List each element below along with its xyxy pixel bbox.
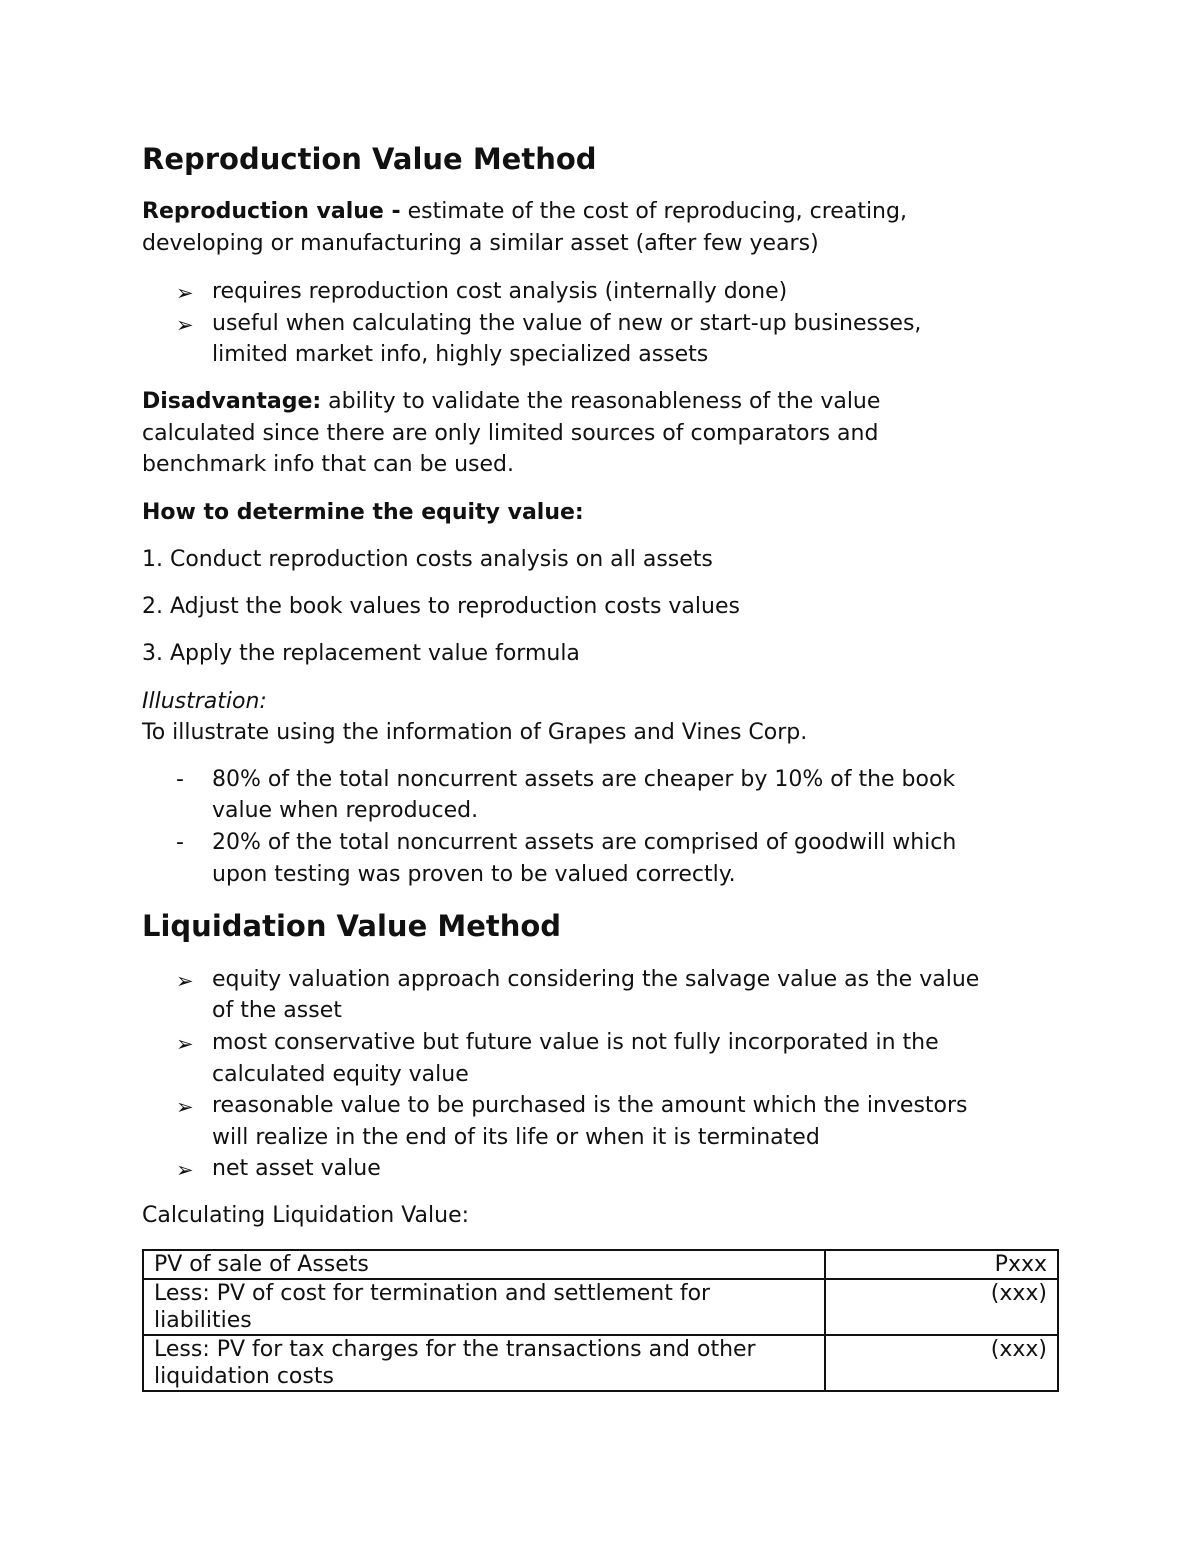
reproduction-definition-line2: developing or manufacturing a similar asset (after few years)	[142, 231, 819, 256]
liquidation-table	[142, 1249, 1059, 1392]
disadvantage-text: ability to validate the reasonableness of the value	[321, 389, 881, 414]
disadvantage-line2: calculated since there are only limited sources of comparators and	[142, 421, 879, 446]
reproduction-bullet-2-line2: limited market info, highly specialized assets	[212, 342, 709, 367]
liquidation-bullet-1-line2: of the asset	[212, 998, 342, 1023]
definition-text: estimate of the cost of reproducing, creating,	[400, 199, 907, 224]
illustration-label: Illustration:	[142, 689, 267, 714]
arrow-bullet-icon: ➢	[176, 1032, 194, 1056]
illustration-point-2-line2: upon testing was proven to be valued correctly.	[212, 862, 736, 887]
dash-bullet-icon: -	[176, 767, 184, 792]
liquidation-bullet-2-line1: most conservative but future value is not fully incorporated in the	[212, 1030, 939, 1055]
step-2: 2. Adjust the book values to reproduction costs values	[142, 594, 740, 619]
arrow-bullet-icon: ➢	[176, 281, 194, 305]
liquidation-bullet-4: net asset value	[212, 1156, 381, 1181]
arrow-bullet-icon: ➢	[176, 969, 194, 993]
liquidation-bullet-3-line2: will realize in the end of its life or when it is terminated	[212, 1125, 820, 1150]
table-cell-value: (xxx)	[825, 1279, 1058, 1335]
liquidation-bullet-2-line2: calculated equity value	[212, 1062, 469, 1087]
calc-label: Calculating Liquidation Value:	[142, 1203, 470, 1228]
how-to-heading: How to determine the equity value:	[142, 500, 584, 525]
arrow-bullet-icon: ➢	[176, 1158, 194, 1182]
table-cell-desc: PV of sale of Assets	[143, 1250, 825, 1279]
dash-bullet-icon: -	[176, 830, 184, 855]
disadvantage-line3: benchmark info that can be used.	[142, 452, 515, 477]
step-1: 1. Conduct reproduction costs analysis on all assets	[142, 547, 713, 572]
reproduction-bullet-1: requires reproduction cost analysis (internally done)	[212, 279, 788, 304]
table-cell-value: (xxx)	[825, 1335, 1058, 1391]
disadvantage-line1	[142, 389, 880, 414]
step-3: 3. Apply the replacement value formula	[142, 641, 580, 666]
table-cell-desc: Less: PV for tax charges for the transactions and other liquidation costs	[143, 1335, 825, 1391]
arrow-bullet-icon: ➢	[176, 1095, 194, 1119]
reproduction-title: Reproduction Value Method	[142, 142, 597, 176]
illustration-point-1-line1: 80% of the total noncurrent assets are cheaper by 10% of the book	[212, 767, 956, 792]
table-row	[143, 1279, 1058, 1335]
reproduction-bullet-2-line1: useful when calculating the value of new or start-up businesses,	[212, 311, 922, 336]
definition-term: Reproduction value -	[142, 199, 401, 224]
illustration-point-2-line1: 20% of the total noncurrent assets are comprised of goodwill which	[212, 830, 957, 855]
reproduction-definition-line1	[142, 199, 907, 224]
liquidation-bullet-1-line1: equity valuation approach considering the salvage value as the value	[212, 967, 980, 992]
illustration-text: To illustrate using the information of Grapes and Vines Corp.	[142, 720, 808, 745]
liquidation-bullet-3-line1: reasonable value to be purchased is the amount which the investors	[212, 1093, 968, 1118]
table-cell-value: Pxxx	[825, 1250, 1058, 1279]
table-cell-desc: Less: PV of cost for termination and settlement for liabilities	[143, 1279, 825, 1335]
table-row	[143, 1250, 1058, 1279]
arrow-bullet-icon: ➢	[176, 313, 194, 337]
illustration-point-1-line2: value when reproduced.	[212, 798, 479, 823]
table-row	[143, 1335, 1058, 1391]
disadvantage-term: Disadvantage:	[142, 389, 322, 414]
liquidation-title: Liquidation Value Method	[142, 909, 562, 943]
